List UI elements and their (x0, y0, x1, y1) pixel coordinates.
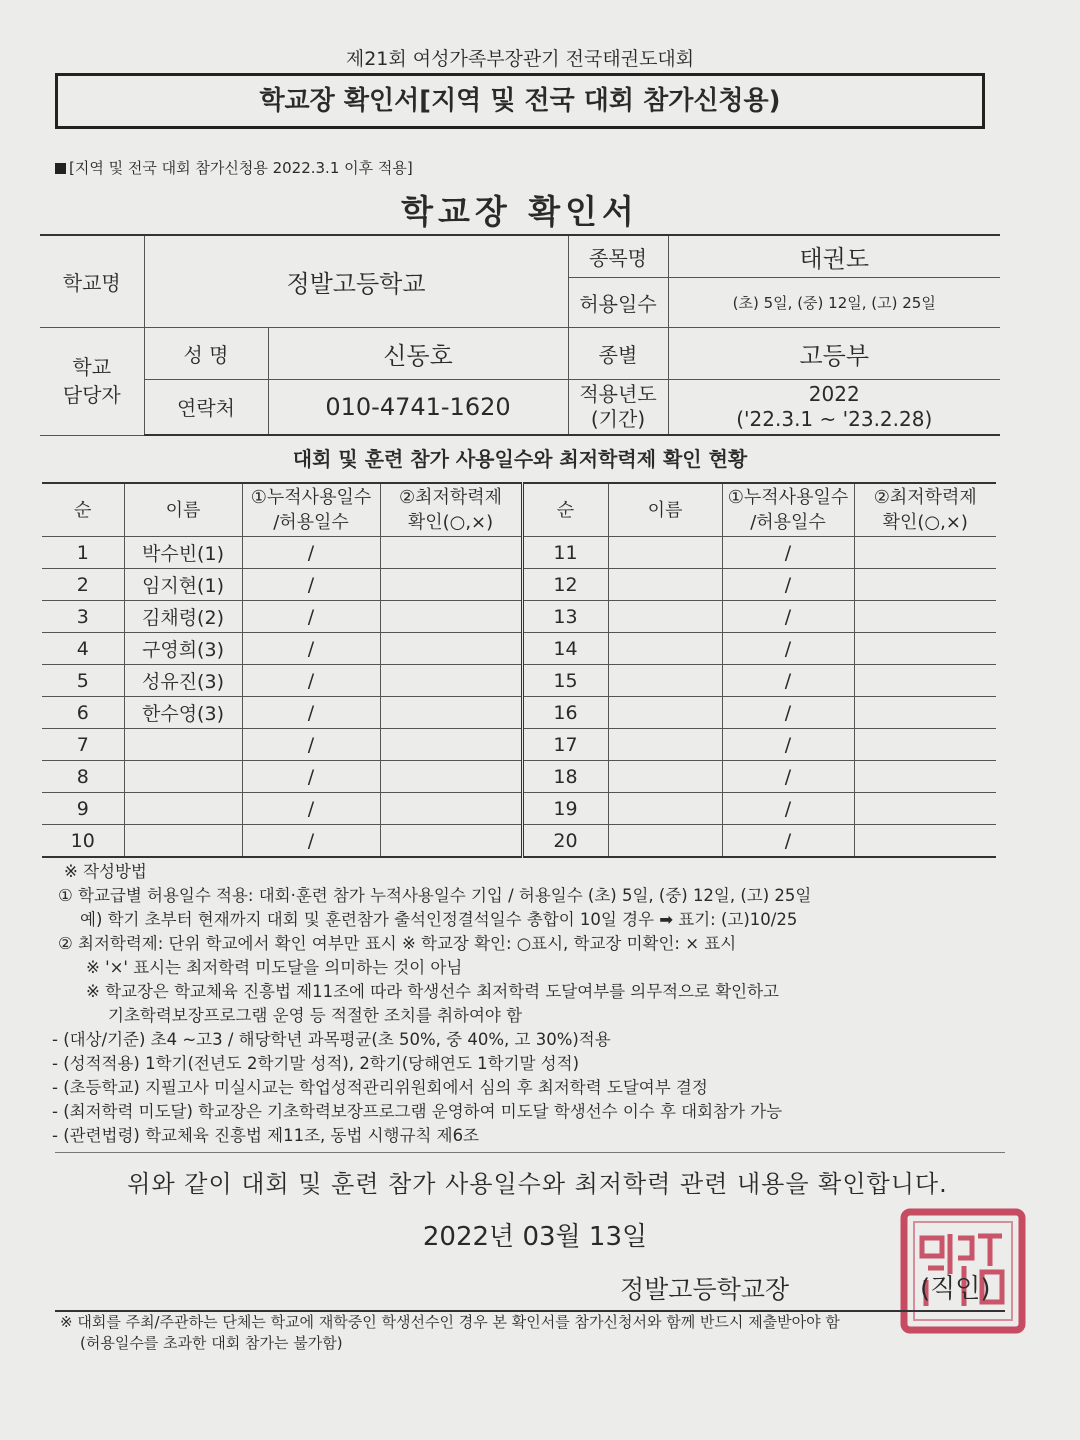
principal-name: 정발고등학교장 (620, 1275, 790, 1304)
table-row (42, 537, 996, 569)
row-name-2 (608, 825, 722, 858)
instruction-line: ② 최저학력제: 단위 학교에서 확인 여부만 표시 ※ 학교장 확인: ○표시, 학교장 미확인: × 표시 (58, 934, 737, 953)
row-grade-2 (854, 697, 996, 729)
row-no: 8 (42, 761, 124, 793)
row-name-2 (608, 537, 722, 569)
row-no: 1 (42, 537, 124, 569)
row-days: / (242, 665, 380, 697)
school-label: 학교명 (40, 235, 144, 327)
footnote (60, 1312, 1020, 1354)
main-title: 학교장 확인서 (401, 192, 639, 231)
instruction-line: - (초등학교) 지필고사 미실시교는 학업성적관리위원회에서 심의 후 최저학력 도달여부 결정 (52, 1078, 708, 1097)
row-grade (380, 537, 522, 569)
roster-body (42, 537, 996, 858)
header-name: 이름 (124, 483, 242, 537)
row-days: / (242, 825, 380, 858)
subnote (55, 157, 413, 178)
row-no-2: 16 (522, 697, 608, 729)
roster-table (42, 482, 996, 858)
row-name (124, 793, 242, 825)
phone-label: 연락처 (144, 379, 268, 435)
instruction-line: ① 학교급별 허용일수 적용: 대회·훈련 참가 누적사용일수 기입 / 허용일수 (초) 5일, (중) 12일, (고) 25일 (58, 886, 812, 905)
row-no: 3 (42, 601, 124, 633)
sport-label: 종목명 (568, 235, 668, 277)
table-row (42, 601, 996, 633)
row-grade-2 (854, 793, 996, 825)
instruction-line: - (성적적용) 1학기(전년도 2학기말 성적), 2학기(당해연도 1학기말 성적) (52, 1054, 580, 1073)
section-title: 대회 및 훈련 참가 사용일수와 최저학력제 확인 현황 (292, 447, 748, 471)
square-bullet-icon (55, 163, 66, 174)
row-name: 박수빈(1) (124, 537, 242, 569)
row-name (124, 761, 242, 793)
row-name: 한수영(3) (124, 697, 242, 729)
row-name-2 (608, 793, 722, 825)
phone-value: 010-4741-1620 (268, 379, 568, 435)
row-name-2 (608, 665, 722, 697)
sport-value: 태권도 (668, 235, 1000, 277)
table-row (42, 569, 996, 601)
row-grade-2 (854, 825, 996, 858)
table-row (42, 697, 996, 729)
allowed-value: (초) 5일, (중) 12일, (고) 25일 (668, 277, 1000, 327)
row-days-2: / (722, 793, 854, 825)
instruction-line: ※ 학교장은 학교체육 진흥법 제11조에 따라 학생선수 최저학력 도달여부를 의무적으로 확인하고 (86, 982, 779, 1001)
row-days: / (242, 633, 380, 665)
division-value: 고등부 (668, 327, 1000, 379)
date: 2022년 03월 13일 (422, 1222, 648, 1252)
row-no-2: 18 (522, 761, 608, 793)
row-grade-2 (854, 633, 996, 665)
subnote-text: [지역 및 전국 대회 참가신청용 2022.3.1 이후 적용] (69, 159, 413, 177)
header-name-2: 이름 (608, 483, 722, 537)
row-no-2: 14 (522, 633, 608, 665)
row-grade-2 (854, 761, 996, 793)
row-grade (380, 665, 522, 697)
table-row (42, 761, 996, 793)
footnote-line: (허용일수를 초과한 대회 참가는 불가함) (80, 1334, 343, 1352)
header-grade-2: ②최저학력제 확인(○,×) (854, 483, 996, 537)
year-label: 적용년도 (기간) (568, 379, 668, 435)
row-name-2 (608, 697, 722, 729)
row-grade-2 (854, 729, 996, 761)
row-days-2: / (722, 537, 854, 569)
row-grade (380, 601, 522, 633)
row-days-2: / (722, 761, 854, 793)
row-days: / (242, 761, 380, 793)
school-value: 정발고등학교 (144, 235, 568, 327)
info-table (40, 234, 1000, 436)
table-row (42, 665, 996, 697)
row-name: 성유진(3) (124, 665, 242, 697)
row-no: 2 (42, 569, 124, 601)
form-title: 학교장 확인서[지역 및 전국 대회 참가신청용) (55, 73, 985, 129)
table-row (42, 729, 996, 761)
instruction-line: - (대상/기준) 초4 ~고3 / 해당학년 과목평균(초 50%, 중 40%, 고 30%)적용 (52, 1030, 611, 1049)
row-grade (380, 793, 522, 825)
row-no-2: 15 (522, 665, 608, 697)
header-grade: ②최저학력제 확인(○,×) (380, 483, 522, 537)
row-grade-2 (854, 601, 996, 633)
row-grade (380, 697, 522, 729)
row-no: 7 (42, 729, 124, 761)
row-name-2 (608, 633, 722, 665)
row-no-2: 12 (522, 569, 608, 601)
division-label: 종별 (568, 327, 668, 379)
table-row (42, 825, 996, 858)
row-name: 구영희(3) (124, 633, 242, 665)
row-no: 10 (42, 825, 124, 858)
instruction-heading: ※ 작성방법 (64, 862, 147, 881)
row-name: 김채령(2) (124, 601, 242, 633)
row-grade (380, 633, 522, 665)
row-days: / (242, 697, 380, 729)
row-grade (380, 825, 522, 858)
row-days: / (242, 601, 380, 633)
header-no: 순 (42, 483, 124, 537)
footnote-line: ※ 대회를 주최/주관하는 단체는 학교에 재학중인 학생선수인 경우 본 확인서를 참가신청서와 함께 반드시 제출받아야 함 (60, 1313, 840, 1331)
instructions (52, 860, 1018, 1148)
row-grade (380, 729, 522, 761)
row-no-2: 11 (522, 537, 608, 569)
row-grade-2 (854, 537, 996, 569)
row-name-2 (608, 569, 722, 601)
row-days-2: / (722, 633, 854, 665)
row-no: 9 (42, 793, 124, 825)
table-row (42, 633, 996, 665)
row-days-2: / (722, 601, 854, 633)
row-name-2 (608, 729, 722, 761)
row-days-2: / (722, 665, 854, 697)
row-no: 4 (42, 633, 124, 665)
seal-label: (직인) (920, 1274, 991, 1304)
divider (55, 1152, 1005, 1153)
instruction-line: 예) 학기 초부터 현재까지 대회 및 훈련참가 출석인정결석일수 총합이 10일 경우 ➡ 표기: (고)10/25 (80, 910, 798, 929)
row-name (124, 825, 242, 858)
row-days: / (242, 793, 380, 825)
row-days-2: / (722, 697, 854, 729)
header-no-2: 순 (522, 483, 608, 537)
header-days-2: ①누적사용일수 /허용일수 (722, 483, 854, 537)
confirm-text: 위와 같이 대회 및 훈련 참가 사용일수와 최저학력 관련 내용을 확인합니다. (127, 1170, 948, 1198)
header-days: ①누적사용일수 /허용일수 (242, 483, 380, 537)
row-no: 6 (42, 697, 124, 729)
row-grade (380, 761, 522, 793)
instruction-line: ※ '×' 표시는 최저학력 미도달을 의미하는 것이 아님 (86, 958, 463, 977)
row-name-2 (608, 761, 722, 793)
row-days: / (242, 569, 380, 601)
row-days-2: / (722, 569, 854, 601)
row-days: / (242, 537, 380, 569)
allowed-label: 허용일수 (568, 277, 668, 327)
row-no-2: 20 (522, 825, 608, 858)
row-no-2: 17 (522, 729, 608, 761)
row-no: 5 (42, 665, 124, 697)
year-value: 2022 ('22.3.1 ~ '23.2.28) (668, 379, 1000, 435)
row-days: / (242, 729, 380, 761)
row-days-2: / (722, 729, 854, 761)
event-title: 제21회 여성가족부장관기 전국태권도대회 (345, 48, 695, 70)
row-grade-2 (854, 569, 996, 601)
table-row (42, 793, 996, 825)
row-name-2 (608, 601, 722, 633)
name-value: 신동호 (268, 327, 568, 379)
row-grade-2 (854, 665, 996, 697)
row-no-2: 19 (522, 793, 608, 825)
instruction-line: 기초학력보장프로그램 운영 등 적절한 조치를 취하여야 함 (108, 1006, 523, 1025)
name-label: 성 명 (144, 327, 268, 379)
instruction-line: - (관련법령) 학교체육 진흥법 제11조, 동법 시행규칙 제6조 (52, 1126, 479, 1145)
row-name: 임지현(1) (124, 569, 242, 601)
contact-label: 학교 담당자 (40, 327, 144, 435)
row-grade (380, 569, 522, 601)
row-name (124, 729, 242, 761)
row-days-2: / (722, 825, 854, 858)
row-no-2: 13 (522, 601, 608, 633)
instruction-line: - (최저학력 미도달) 학교장은 기초학력보장프로그램 운영하여 미도달 학생선수 이수 후 대회참가 가능 (52, 1102, 783, 1121)
